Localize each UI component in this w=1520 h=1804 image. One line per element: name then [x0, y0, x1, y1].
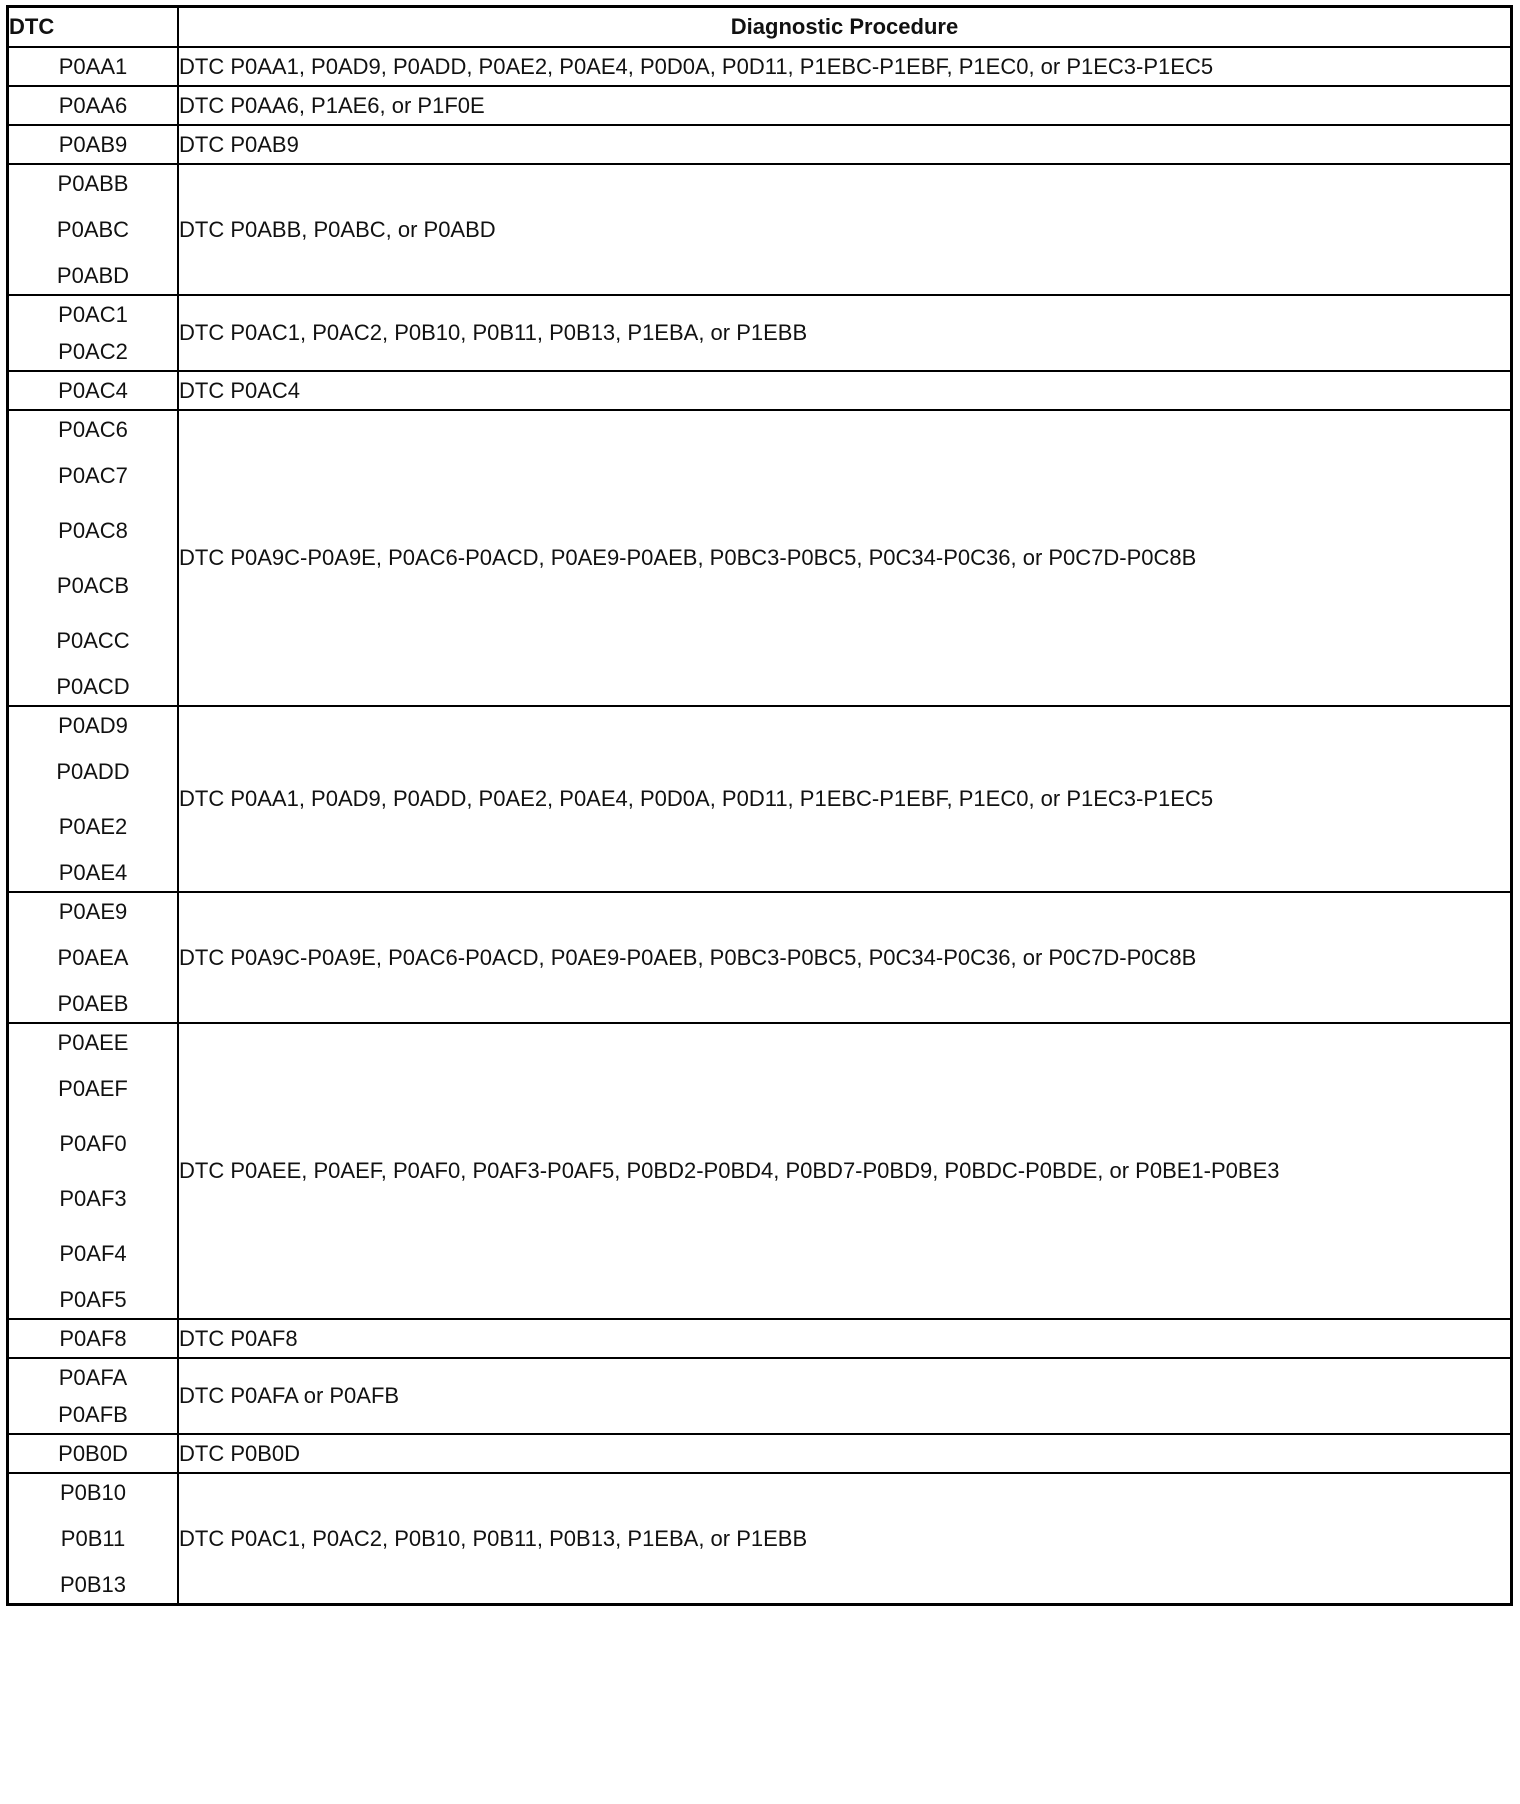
diagnostic-procedure-cell: DTC P0AA6, P1AE6, or P1F0E [178, 86, 1512, 125]
dtc-code: P0ADD [56, 759, 130, 784]
dtc-code: P0AC4 [58, 378, 128, 403]
table-row [8, 164, 1512, 295]
dtc-code: P0AEF [58, 1076, 128, 1101]
dtc-code: P0AE9 [58, 899, 128, 924]
dtc-code: P0AC6 [58, 417, 128, 442]
diagnostic-procedure-cell: DTC P0AFA or P0AFB [178, 1358, 1512, 1434]
diagnostic-procedure-cell: DTC P0A9C-P0A9E, P0AC6-P0ACD, P0AE9-P0AEB, P0BC3-P0BC5, P0C34-P0C36, or P0C7D-P0C8B [178, 410, 1512, 706]
dtc-codes-cell [8, 892, 179, 1023]
document-page [6, 5, 1513, 1606]
dtc-codes-cell [8, 1434, 179, 1473]
diagnostic-procedure-cell: DTC P0AA1, P0AD9, P0ADD, P0AE2, P0AE4, P0D0A, P0D11, P1EBC-P1EBF, P1EC0, or P1EC3-P1EC5 [178, 47, 1512, 86]
table-row [8, 86, 1512, 125]
header-diagnostic-procedure: Diagnostic Procedure [178, 7, 1512, 48]
header-dtc: DTC [8, 7, 179, 48]
diagnostic-procedure-cell: DTC P0AF8 [178, 1319, 1512, 1358]
dtc-code: P0B0D [58, 1441, 128, 1466]
dtc-codes-cell [8, 706, 179, 892]
dtc-code: P0B10 [59, 1480, 127, 1505]
table-row [8, 1358, 1512, 1434]
dtc-codes-cell [8, 295, 179, 371]
diagnostic-procedure-cell: DTC P0AA1, P0AD9, P0ADD, P0AE2, P0AE4, P0D0A, P0D11, P1EBC-P1EBF, P1EC0, or P1EC3-P1EC5 [178, 706, 1512, 892]
table-row [8, 295, 1512, 371]
dtc-code: P0ABC [56, 217, 130, 242]
dtc-code: P0AD9 [58, 713, 128, 738]
table-row [8, 1319, 1512, 1358]
dtc-code: P0AEE [57, 1030, 129, 1055]
table-row [8, 1434, 1512, 1473]
dtc-codes-cell [8, 371, 179, 410]
dtc-code: P0AA1 [58, 54, 128, 79]
diagnostic-procedure-cell: DTC P0AC4 [178, 371, 1512, 410]
dtc-code: P0ABD [56, 263, 130, 288]
dtc-code: P0ACC [56, 628, 130, 653]
diagnostic-procedure-cell: DTC P0A9C-P0A9E, P0AC6-P0ACD, P0AE9-P0AEB, P0BC3-P0BC5, P0C34-P0C36, or P0C7D-P0C8B [178, 892, 1512, 1023]
table-row [8, 125, 1512, 164]
dtc-codes-cell [8, 410, 179, 706]
dtc-code: P0AF8 [59, 1326, 127, 1351]
diagnostic-procedure-cell: DTC P0AEE, P0AEF, P0AF0, P0AF3-P0AF5, P0BD2-P0BD4, P0BD7-P0BD9, P0BDC-P0BDE, or P0BE1-P0BE3 [178, 1023, 1512, 1319]
dtc-code: P0B11 [60, 1526, 126, 1551]
dtc-code: P0AC2 [58, 339, 128, 364]
dtc-code: P0AFB [58, 1402, 128, 1427]
table-row [8, 47, 1512, 86]
diagnostic-procedure-cell: DTC P0AB9 [178, 125, 1512, 164]
table-row [8, 1473, 1512, 1605]
table-row [8, 706, 1512, 892]
dtc-code: P0AEB [57, 991, 129, 1016]
table-body [8, 47, 1512, 1605]
dtc-code: P0AB9 [58, 132, 128, 157]
dtc-codes-cell [8, 1023, 179, 1319]
diagnostic-procedure-cell: DTC P0B0D [178, 1434, 1512, 1473]
dtc-codes-cell [8, 1319, 179, 1358]
table-row [8, 371, 1512, 410]
dtc-code: P0AE4 [58, 860, 128, 885]
dtc-code: P0AF4 [59, 1241, 127, 1266]
dtc-code: P0ACB [56, 573, 130, 598]
dtc-codes-cell [8, 125, 179, 164]
diagnostic-procedure-cell: DTC P0ABB, P0ABC, or P0ABD [178, 164, 1512, 295]
diagnostic-procedure-cell: DTC P0AC1, P0AC2, P0B10, P0B11, P0B13, P1EBA, or P1EBB [178, 1473, 1512, 1605]
table-row [8, 410, 1512, 706]
dtc-code: P0B13 [59, 1572, 127, 1597]
dtc-code: P0AF0 [59, 1131, 127, 1156]
table-row [8, 1023, 1512, 1319]
dtc-codes-cell [8, 47, 179, 86]
dtc-codes-cell [8, 1358, 179, 1434]
dtc-table [6, 5, 1513, 1606]
dtc-code: P0ABB [57, 171, 129, 196]
dtc-code: P0AE2 [58, 814, 128, 839]
dtc-codes-cell [8, 86, 179, 125]
dtc-code: P0AA6 [58, 93, 128, 118]
table-row [8, 892, 1512, 1023]
dtc-codes-cell [8, 1473, 179, 1605]
dtc-code: P0AC8 [58, 518, 128, 543]
dtc-code: P0AC1 [58, 302, 128, 327]
dtc-code: P0AF5 [59, 1287, 127, 1312]
dtc-code: P0AC7 [58, 463, 128, 488]
dtc-code: P0AEA [57, 945, 129, 970]
dtc-code: P0ACD [56, 674, 130, 699]
diagnostic-procedure-cell: DTC P0AC1, P0AC2, P0B10, P0B11, P0B13, P1EBA, or P1EBB [178, 295, 1512, 371]
dtc-code: P0AF3 [59, 1186, 127, 1211]
table-header-row [8, 7, 1512, 48]
dtc-code: P0AFA [58, 1365, 128, 1390]
dtc-codes-cell [8, 164, 179, 295]
